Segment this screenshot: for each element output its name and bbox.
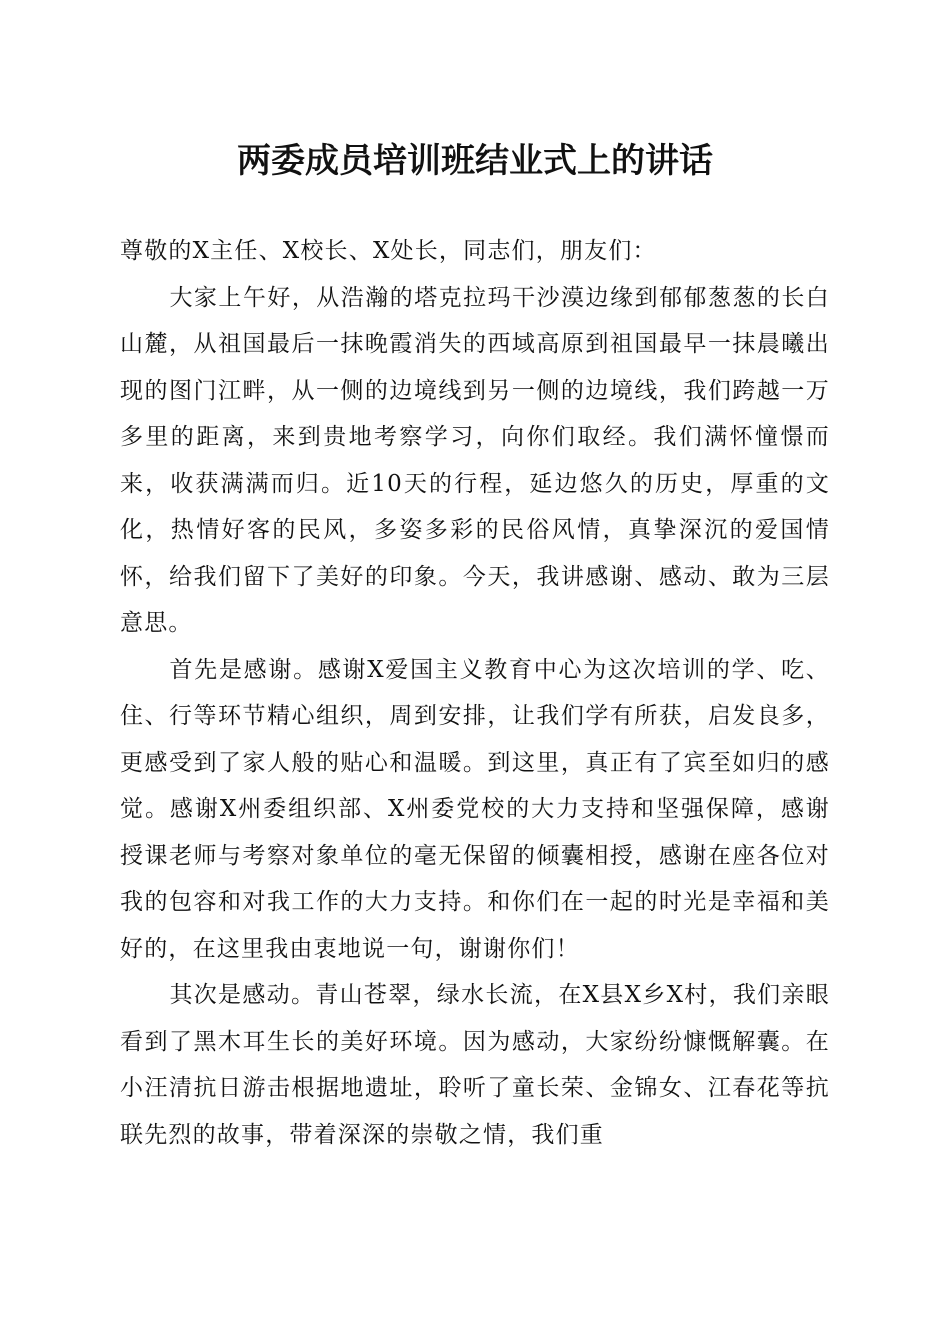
- document-title: 两委成员培训班结业式上的讲话: [237, 141, 713, 181]
- paragraph-gratitude: 首先是感谢。感谢X爱国主义教育中心为这次培训的学、吃、住、行等环节精心组织，周到安排，让我们学有所获，启发良多，更感受到了家人般的贴心和温暖。到这里，真正有了宾至如归的感觉。感谢X州委组织部、X州委党校的大力支持和坚强保障，感谢授课老师与考察对象单位的毫无保留的倾囊相授，感谢在座各位对我的包容和对我工作的大力支持。和你们在一起的时光是幸福和美好的，在这里我由衷地说一句，谢谢你们！: [120, 656, 830, 962]
- document-body: [120, 228, 830, 1158]
- paragraph-moved: 其次是感动。青山苍翠，绿水长流，在X县X乡X村，我们亲眼看到了黑木耳生长的美好环境。因为感动，大家纷纷慷慨解囊。在小汪清抗日游击根据地遗址，聆听了童长荣、金锦女、江春花等抗联先烈的故事，带着深深的崇敬之情，我们重: [120, 982, 830, 1148]
- greeting-line: 尊敬的X主任、X校长、X处长，同志们，朋友们：: [120, 238, 657, 264]
- paragraph-opening: 大家上午好，从浩瀚的塔克拉玛干沙漠边缘到郁郁葱葱的长白山麓，从祖国最后一抹晚霞消失的西域高原到祖国最早一抹晨曦出现的图门江畔，从一侧的边境线到另一侧的边境线，我们跨越一万多里的距离，来到贵地考察学习，向你们取经。我们满怀憧憬而来，收获满满而归。近10天的行程，延边悠久的历史，厚重的文化，热情好客的民风，多姿多彩的民俗风情，真挚深沉的爱国情怀，给我们留下了美好的印象。今天，我讲感谢、感动、敢为三层意思。: [120, 284, 830, 636]
